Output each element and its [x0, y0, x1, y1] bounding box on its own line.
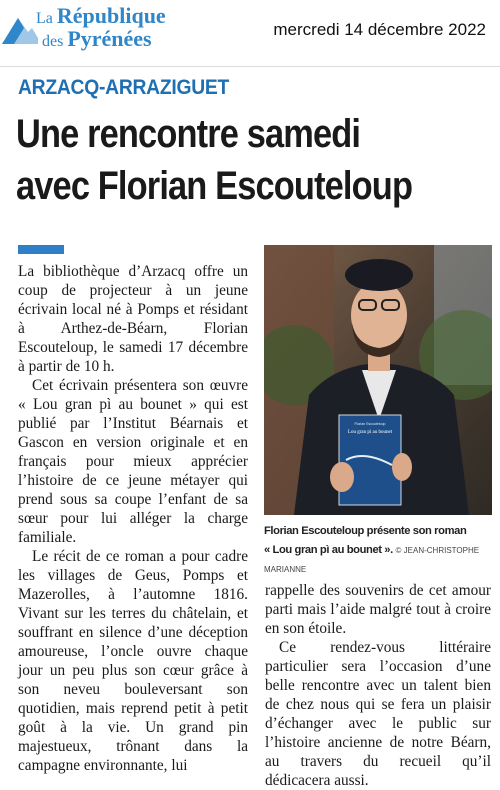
article-headline: [16, 108, 429, 212]
article-kicker: ARZACQ-ARRAZIGUET: [18, 76, 230, 99]
caption-line-2: « Lou gran pì au bounet ».: [264, 544, 393, 556]
article-column-right: [265, 581, 491, 790]
photo-credit: © JEAN-CHRISTOPHE MARIANNE: [264, 546, 480, 574]
logo-word-pyrenees: Pyrénées: [67, 26, 152, 51]
issue-date: mercredi 14 décembre 2022: [273, 20, 486, 39]
author-photo: [264, 245, 492, 515]
caption-line-1: Florian Escouteloup présente son roman: [264, 525, 467, 537]
author-photo-illustration: [264, 245, 492, 515]
logo-word-republique: République: [56, 3, 166, 28]
book-author-text: Florian Escouteloup: [354, 422, 386, 426]
book-title-text: Lou gran pì au bounet: [347, 430, 393, 435]
accent-bar: [18, 245, 64, 254]
logo-word-des: des: [42, 33, 64, 50]
paragraph-5: Ce rendez-vous littéraire particulier sera l’occasion d’une belle rencontre avec un talent bien de chez nous qui se fera un plaisir d’échanger avec le public sur l’histoire ancienne de notre Béarn, au travers du recueil qu’il dédicacera aussi.: [265, 639, 491, 789]
paragraph-1: La bibliothèque d’Arzacq offre un coup de projecteur à un jeune écrivain local né à Pomps et résidant à Arthez-de-Béarn, Florian Escouteloup, le samedi 17 décembre à partir de 10 h.: [18, 263, 248, 375]
paragraph-4: rappelle des souvenirs de cet amour parti mais l’aide malgré tout à croire en son étoile.: [265, 582, 491, 637]
headline-line-1: Une rencontre samedi: [16, 112, 361, 156]
logo-word-la: La: [36, 10, 53, 27]
photo-caption: [264, 522, 494, 579]
logo-mountain-icon: [2, 10, 38, 46]
paragraph-2: Cet écrivain présentera son œuvre « Lou gran pì au bounet » qui est publié par l’Institut Béarnais et Gascon en version originale et en français pour mieux apprécier l’histoire de ce jeune métayer qui prend sous sa coupe l’enfant de sa sœur pour lui alléger la charge familiale.: [18, 377, 248, 546]
newspaper-logo[interactable]: [36, 5, 166, 50]
masthead: [0, 0, 500, 67]
headline-line-2: avec Florian Escouteloup: [16, 164, 413, 208]
paragraph-3: Le récit de ce roman a pour cadre les villages de Geus, Pomps et Mazerolles, à l’automne 1816. Vivant sur les terres du châtelain, et souffrant en silence d’une déception amoureuse, l’oncle ouvre chaque jour un peu plus son cœur grâce à son neveu bouleversant son quotidien, mais reprend petit à petit goût à la vie. Un grand pin majestueux, trônant dans la campagne environnante, lui: [18, 548, 248, 774]
article-column-left: [18, 262, 248, 775]
